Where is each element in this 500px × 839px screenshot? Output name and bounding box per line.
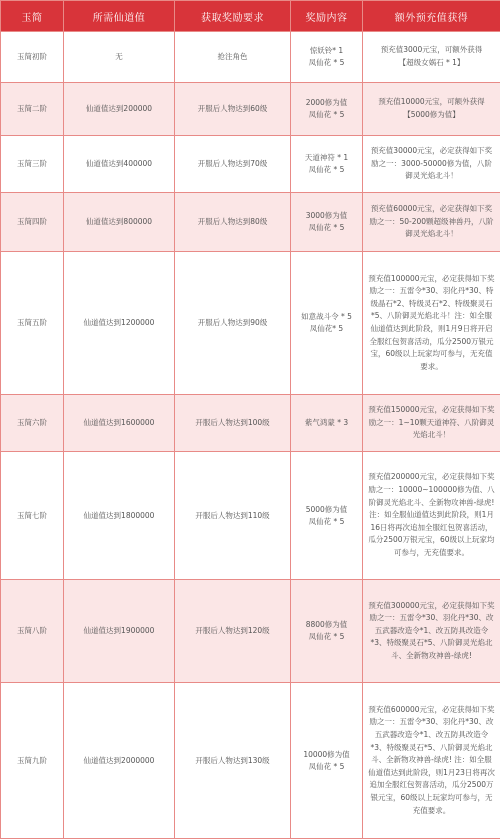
header-requirement: 获取奖励要求 [175, 1, 291, 32]
table-row [1, 32, 500, 83]
extra-cell: 预充值30000元宝，必定获得如下奖励之一：3000-50000修为值，八阶御灵光焰北斗！ [363, 136, 500, 193]
requirement-cell: 开服后人物达到80级 [175, 193, 291, 252]
requirement-cell: 开服后人物达到60级 [175, 83, 291, 136]
xiandao-cell: 仙道值达到1200000 [64, 252, 175, 395]
reward-cell: 10000修为值 凤仙花 * 5 [291, 683, 363, 839]
reward-cell: 8800修为值 凤仙花 * 5 [291, 580, 363, 683]
extra-cell: 预充值100000元宝，必定获得如下奖励之一：五雷令*30、羽化丹*30、特级晶石*2、特级灵石*2、特级聚灵石*5、八阶御灵光焰北斗！注：如全服仙道值达到此阶段，则1月9日将开启全服红包贺喜活动，瓜分2500万银元宝，60级以上玩家均可参与，无充值要求。 [363, 252, 500, 395]
xiandao-cell: 仙道值达到1800000 [64, 452, 175, 580]
extra-cell: 预充值60000元宝，必定获得如下奖励之一：50-200颗超级神兽丹，八阶御灵光焰北斗！ [363, 193, 500, 252]
reward-cell: 惊妖铃* 1 凤仙花 * 5 [291, 32, 363, 83]
xiandao-cell: 仙道值达到800000 [64, 193, 175, 252]
requirement-cell: 开服后人物达到110级 [175, 452, 291, 580]
reward-cell: 2000修为值 凤仙花 * 5 [291, 83, 363, 136]
header-xiandao: 所需仙道值 [64, 1, 175, 32]
xiandao-cell: 仙道值达到1600000 [64, 395, 175, 452]
tier-cell: 玉简五阶 [1, 252, 64, 395]
tier-cell: 玉简二阶 [1, 83, 64, 136]
reward-cell: 紫气鸿蒙 * 3 [291, 395, 363, 452]
reward-cell: 3000修为值 凤仙花 * 5 [291, 193, 363, 252]
extra-cell: 预充值600000元宝，必定获得如下奖励之一：五雷令*30、羽化丹*30、改五武器改造令*1、改五防具改造令*3、特级聚灵石*5、八阶御灵光焰北斗、全新物攻神兽-绿虎! 注：如全服仙道值达到此阶段，则1月23日将再次追加全服红包贺喜活动，瓜分2500万银元宝，60级以上玩家均可参与，无充值要求。 [363, 683, 500, 839]
table-row [1, 136, 500, 193]
requirement-cell: 抢注角色 [175, 32, 291, 83]
table-header-row [1, 1, 500, 32]
table-row [1, 83, 500, 136]
requirement-cell: 开服后人物达到120级 [175, 580, 291, 683]
table-row [1, 252, 500, 395]
tier-cell: 玉简八阶 [1, 580, 64, 683]
xiandao-cell: 仙道值达到2000000 [64, 683, 175, 839]
extra-cell: 预充值10000元宝，可额外获得 【5000修为值】 [363, 83, 500, 136]
reward-cell: 如意战斗令 * 5 凤仙花* 5 [291, 252, 363, 395]
xiandao-cell: 仙道值达到1900000 [64, 580, 175, 683]
tier-cell: 玉简七阶 [1, 452, 64, 580]
tier-cell: 玉简六阶 [1, 395, 64, 452]
requirement-cell: 开服后人物达到70级 [175, 136, 291, 193]
header-reward: 奖励内容 [291, 1, 363, 32]
xiandao-cell: 仙道值达到400000 [64, 136, 175, 193]
extra-cell: 预充值3000元宝，可额外获得 【超级女娲石 * 1】 [363, 32, 500, 83]
table-row [1, 452, 500, 580]
header-extra: 额外预充值获得 [363, 1, 500, 32]
xiandao-cell: 无 [64, 32, 175, 83]
header-tier: 玉简 [1, 1, 64, 32]
reward-cell: 天道神符 * 1 凤仙花 * 5 [291, 136, 363, 193]
reward-cell: 5000修为值 凤仙花 * 5 [291, 452, 363, 580]
tier-cell: 玉简三阶 [1, 136, 64, 193]
tier-cell: 玉简九阶 [1, 683, 64, 839]
requirement-cell: 开服后人物达到90级 [175, 252, 291, 395]
table-row [1, 580, 500, 683]
xiandao-cell: 仙道值达到200000 [64, 83, 175, 136]
requirement-cell: 开服后人物达到130级 [175, 683, 291, 839]
extra-cell: 预充值200000元宝，必定获得如下奖励之一：10000~100000修为值、八阶御灵光焰北斗、全新物攻神兽-绿虎! 注：如全服仙道值达到此阶段，则1月16日将再次追加全服红包贺喜活动，瓜分2500万银元宝，60级以上玩家均可参与，无充值要求。 [363, 452, 500, 580]
tier-cell: 玉简四阶 [1, 193, 64, 252]
extra-cell: 预充值300000元宝，必定获得如下奖励之一：五雷令*30、羽化丹*30、改五武器改造令*1、改五防具改造令*3、特级聚灵石*5、八阶御灵光焰北斗、全新物攻神兽-绿虎! [363, 580, 500, 683]
extra-cell: 预充值150000元宝，必定获得如下奖励之一：1~10颗天道神符、八阶御灵光焰北斗！ [363, 395, 500, 452]
table-row [1, 683, 500, 839]
tier-cell: 玉简初阶 [1, 32, 64, 83]
table-row [1, 395, 500, 452]
table-row [1, 193, 500, 252]
requirement-cell: 开服后人物达到100级 [175, 395, 291, 452]
